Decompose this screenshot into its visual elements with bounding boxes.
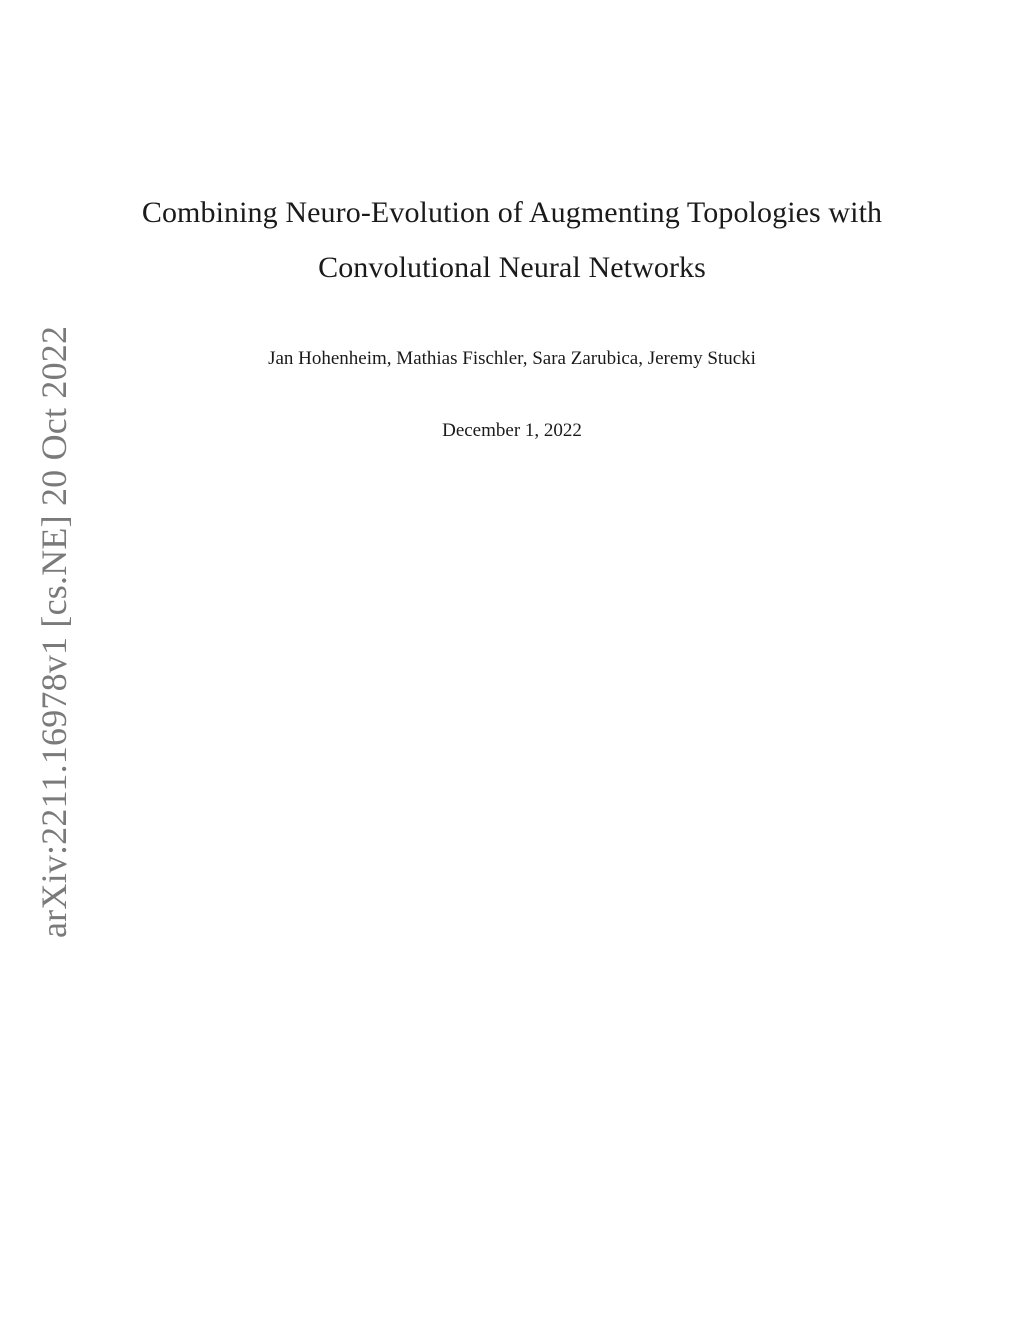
- paper-date: December 1, 2022: [442, 420, 582, 441]
- paper-title-line-1: Combining Neuro-Evolution of Augmenting Topologies with: [141, 196, 883, 229]
- arxiv-identifier-stamp: arXiv:2211.16978v1 [cs.NE] 20 Oct 2022: [34, 325, 74, 938]
- paper-title: [0, 198, 1024, 283]
- paper-title-line-2: Convolutional Neural Networks: [318, 251, 706, 284]
- paper-authors: Jan Hohenheim, Mathias Fischler, Sara Zarubica, Jeremy Stucki: [268, 348, 756, 369]
